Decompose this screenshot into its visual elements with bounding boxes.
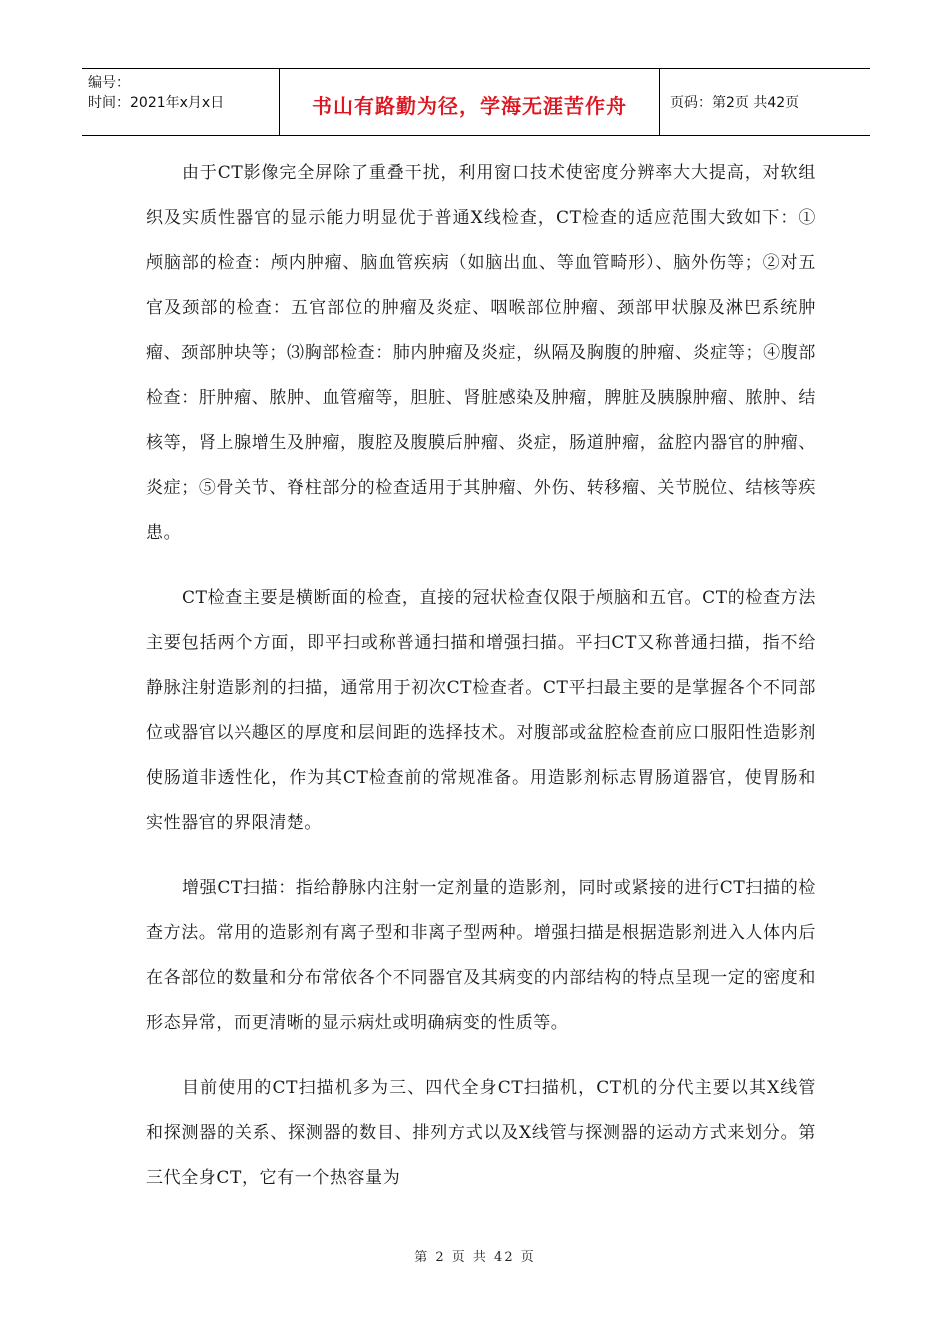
body-paragraph: CT检查主要是横断面的检查，直接的冠状检查仅限于颅脑和五官。CT的检查方法主要包括两个方面，即平扫或称普通扫描和增强扫描。平扫CT又称普通扫描，指不给静脉注射造影剂的扫描，通常用于初次CT检查者。CT平扫最主要的是掌握各个不同部位或器官以兴趣区的厚度和层间距的选择技术。对腹部或盆腔检查前应口服阳性造影剂使肠道非透性化，作为其CT检查前的常规准备。用造影剂标志胃肠道器官，使胃肠和实性器官的界限清楚。 — [146, 588, 816, 833]
header-meta-cell — [82, 69, 280, 135]
document-number-label: 编号： — [88, 75, 130, 91]
body-paragraph: 增强CT扫描：指给静脉内注射一定剂量的造影剂，同时或紧接的进行CT扫描的检查方法。常用的造影剂有离子型和非离子型两种。增强扫描是根据造影剂进入人体内后在各部位的数量和分布常依各个不同器官及其病变的内部结构的特点呈现一定的密度和形态异常，而更清晰的显示病灶或明确病变的性质等。 — [146, 878, 816, 1033]
document-date: 时间：2021年x月x日 — [88, 95, 225, 111]
header-slogan: 书山有路勤为径，学海无涯苦作舟 — [312, 93, 627, 118]
header-slogan-cell — [280, 69, 660, 135]
page-footer: 第 2 页 共 42 页 — [414, 1250, 536, 1265]
body-paragraph: 目前使用的CT扫描机多为三、四代全身CT扫描机，CT机的分代主要以其X线管和探测器的关系、探测器的数目、排列方式以及X线管与探测器的运动方式来划分。第三代全身CT，它有一个热容量为 — [146, 1078, 816, 1188]
header-page-info: 页码：第2页 共42页 — [670, 95, 800, 111]
header-page-cell — [660, 69, 870, 135]
body-paragraph: 由于CT影像完全屏除了重叠干扰，利用窗口技术使密度分辨率大大提高，对软组织及实质性器官的显示能力明显优于普通X线检查，CT检查的适应范围大致如下：①颅脑部的检查：颅内肿瘤、脑血管疾病（如脑出血、等血管畸形）、脑外伤等；②对五官及颈部的检查：五官部位的肿瘤及炎症、咽喉部位肿瘤、颈部甲状腺及淋巴系统肿瘤、颈部肿块等；⑶胸部检查：肺内肿瘤及炎症，纵隔及胸腹的肿瘤、炎症等；④腹部检查：肝肿瘤、脓肿、血管瘤等，胆脏、肾脏感染及肿瘤，脾脏及胰腺肿瘤、脓肿、结核等，肾上腺增生及肿瘤，腹腔及腹膜后肿瘤、炎症，肠道肿瘤，盆腔内器官的肿瘤、炎症；⑤骨关节、脊柱部分的检查适用于其肿瘤、外伤、转移瘤、关节脱位、结核等疾患。 — [146, 163, 816, 543]
document-body — [146, 151, 816, 1221]
page-header — [82, 68, 870, 136]
